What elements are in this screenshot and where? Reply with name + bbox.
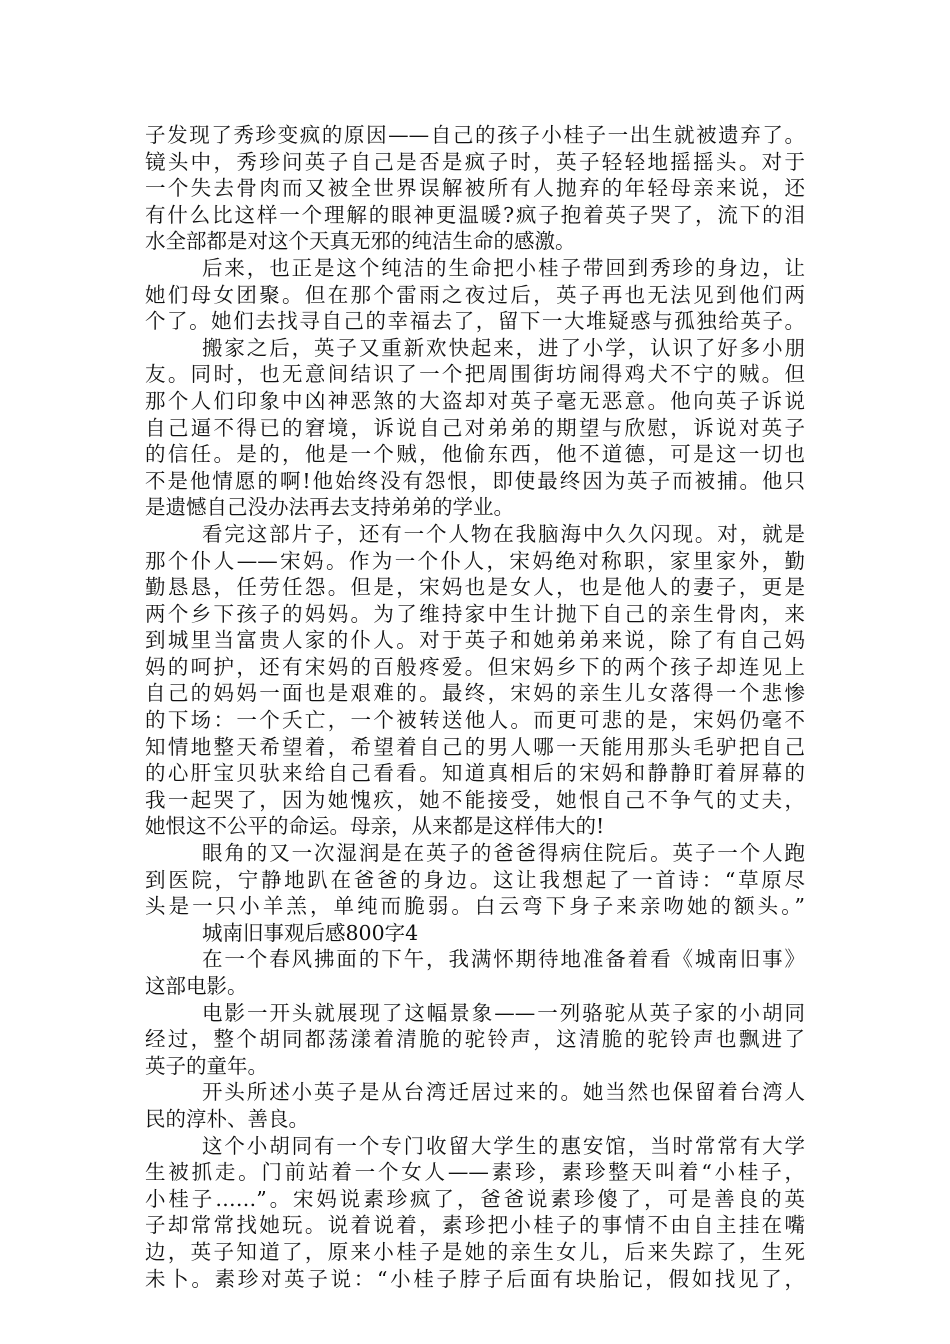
text-line: 那个仆人——宋妈。作为一个仆人，宋妈绝对称职，家里家外，勤 [145,548,805,573]
text-line: 她们母女团聚。但在那个雷雨之夜过后，英子再也无法见到他们两 [145,282,805,307]
paragraph-first-line: 搬家之后，英子又重新欢快起来，进了小学，认识了好多小朋 [202,335,805,360]
text-line: 英子的童年。 [145,1053,268,1078]
text-line: 自己逼不得已的窘境，诉说自己对弟弟的期望与欣慰，诉说对英子 [145,415,805,440]
text-line: 有什么比这样一个理解的眼神更温暖?疯子抱着英子哭了，流下的泪 [145,202,805,227]
document-body [145,122,805,1292]
text-line: 经过，整个胡同都荡漾着清脆的驼铃声，这清脆的驼铃声也飘进了 [145,1027,805,1052]
paragraph-first-line: 后来，也正是这个纯洁的生命把小桂子带回到秀珍的身边，让 [202,255,805,280]
text-line: 边，英子知道了，原来小桂子是她的亲生女儿，后来失踪了，生死 [145,1239,805,1264]
text-line: 到城里当富贵人家的仆人。对于英子和她弟弟来说，除了有自己妈 [145,628,805,653]
text-line: 头是一只小羊羔，单纯而脆弱。白云弯下身子来亲吻她的额头。” [145,894,805,919]
text-line: 那个人们印象中凶神恶煞的大盗却对英子毫无恶意。他向英子诉说 [145,388,805,413]
text-line: 自己的妈妈一面也是艰难的。最终，宋妈的亲生儿女落得一个悲惨 [145,681,805,706]
text-line: 的心肝宝贝驮来给自己看看。知道真相后的宋妈和静静盯着屏幕的 [145,761,805,786]
text-line: 的下场：一个夭亡，一个被转送他人。而更可悲的是，宋妈仍毫不 [145,708,805,733]
text-line: 未卜。素珍对英子说：“小桂子脖子后面有块胎记，假如找见了， [145,1266,805,1291]
text-line: 民的淳朴、善良。 [145,1106,309,1131]
text-line: 到医院，宁静地趴在爸爸的身边。这让我想起了一首诗：“草原尽 [145,867,805,892]
text-line: 个了。她们去找寻自己的幸福去了，留下一大堆疑惑与孤独给英子。 [145,309,805,334]
paragraph-first-line: 城南旧事观后感800字4 [202,920,419,945]
text-line: 妈的呵护，还有宋妈的百般疼爱。但宋妈乡下的两个孩子却连见上 [145,654,805,679]
text-line: 她恨这不公平的命运。母亲，从来都是这样伟大的! [145,814,605,839]
paragraph-first-line: 眼角的又一次湿润是在英子的爸爸得病住院后。英子一个人跑 [202,841,805,866]
paragraph-first-line: 电影一开头就展现了这幅景象——一列骆驼从英子家的小胡同 [202,1000,805,1025]
text-line: 镜头中，秀珍问英子自己是否是疯子时，英子轻轻地摇摇头。对于 [145,149,805,174]
text-line: 勤恳恳，任劳任怨。但是，宋妈也是女人，也是他人的妻子，更是 [145,575,805,600]
text-line: 的信任。是的，他是一个贼，他偷东西，他不道德，可是这一切也 [145,442,805,467]
text-line: 是遗憾自己没办法再去支持弟弟的学业。 [145,495,514,520]
text-line: 生被抓走。门前站着一个女人——素珍，素珍整天叫着“小桂子， [145,1160,805,1185]
paragraph-first-line: 看完这部片子，还有一个人物在我脑海中久久闪现。对，就是 [202,521,805,546]
text-line: 知情地整天希望着，希望着自己的男人哪一天能用那头毛驴把自己 [145,734,805,759]
text-line: 我一起哭了，因为她愧疚，她不能接受，她恨自己不争气的丈夫， [145,787,805,812]
text-line: 水全部都是对这个天真无邪的纯洁生命的感激。 [145,229,576,254]
text-line: 小桂子……”。宋妈说素珍疯了，爸爸说素珍傻了，可是善良的英 [145,1186,805,1211]
text-line: 子却常常找她玩。说着说着，素珍把小桂子的事情不由自主挂在嘴 [145,1213,805,1238]
text-line: 两个乡下孩子的妈妈。为了维持家中生计抛下自己的亲生骨肉，来 [145,601,805,626]
text-line: 这部电影。 [145,974,248,998]
text-line: 子发现了秀珍变疯的原因——自己的孩子小桂子一出生就被遗弃了。 [145,123,805,147]
paragraph-first-line: 这个小胡同有一个专门收留大学生的惠安馆，当时常常有大学 [202,1133,805,1158]
paragraph-first-line: 开头所述小英子是从台湾迁居过来的。她当然也保留着台湾人 [202,1080,805,1105]
text-line: 不是他情愿的啊!他始终没有怨恨，即使最终因为英子而被捕。他只 [145,468,805,493]
text-line: 友。同时，也无意间结识了一个把周围街坊闹得鸡犬不宁的贼。但 [145,362,805,387]
text-line: 一个失去骨肉而又被全世界误解被所有人抛弃的年轻母亲来说，还 [145,176,805,201]
paragraph-first-line: 在一个春风拂面的下午，我满怀期待地准备着看《城南旧事》 [202,947,805,972]
